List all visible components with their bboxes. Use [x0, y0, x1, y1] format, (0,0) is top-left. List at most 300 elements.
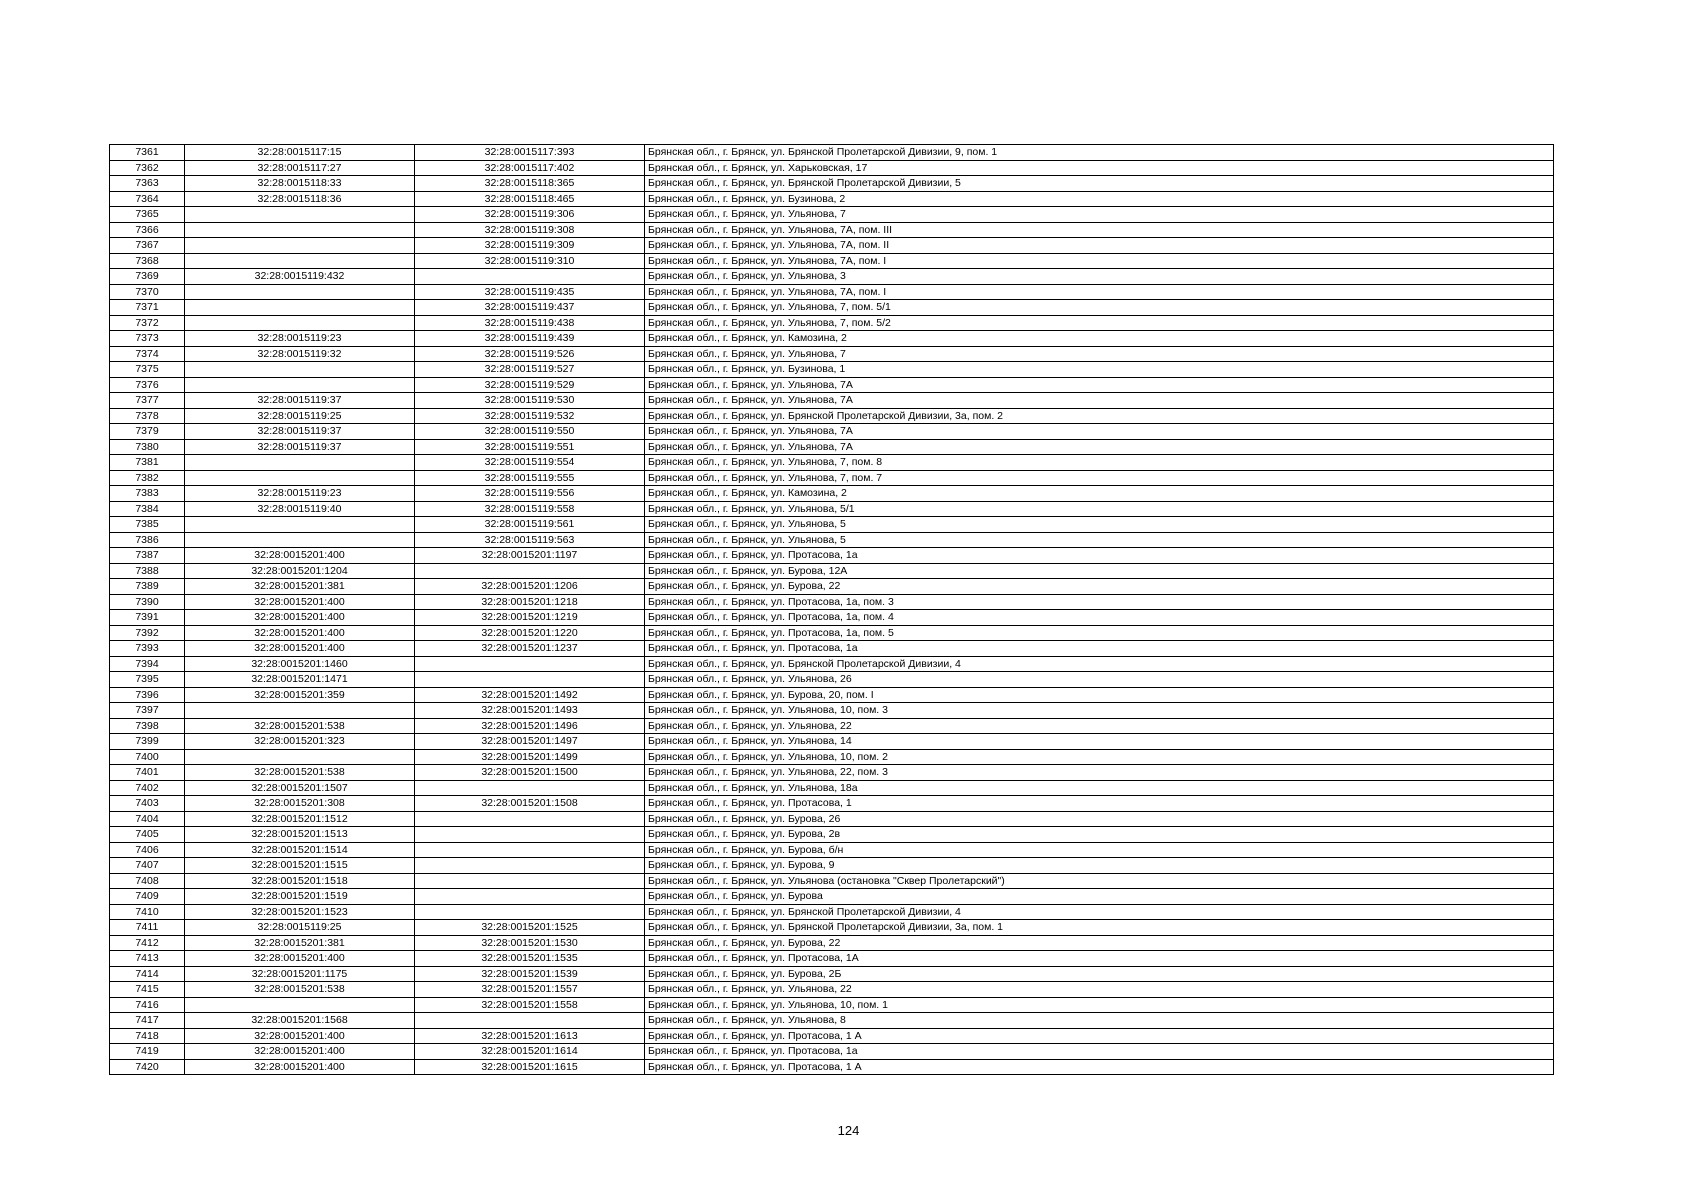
row-number-cell: 7402 — [110, 780, 185, 796]
land-cadastral-number-cell: 32:28:0015201:359 — [185, 687, 415, 703]
land-cadastral-number-cell — [185, 470, 415, 486]
table-row — [110, 610, 1554, 626]
object-cadastral-number-cell: 32:28:0015201:1218 — [415, 594, 645, 610]
land-cadastral-number-cell — [185, 455, 415, 471]
table-row — [110, 718, 1554, 734]
row-number-cell: 7386 — [110, 532, 185, 548]
address-cell: Брянская обл., г. Брянск, ул. Протасова, 1а, пом. 3 — [645, 594, 1554, 610]
page-number: 124 — [837, 1123, 860, 1138]
object-cadastral-number-cell: 32:28:0015201:1206 — [415, 579, 645, 595]
address-cell: Брянская обл., г. Брянск, ул. Ульянова, 14 — [645, 734, 1554, 750]
row-number-cell: 7417 — [110, 1013, 185, 1029]
table-row — [110, 1059, 1554, 1075]
address-cell: Брянская обл., г. Брянск, ул. Бурова, 20, пом. I — [645, 687, 1554, 703]
land-cadastral-number-cell: 32:28:0015117:15 — [185, 145, 415, 161]
row-number-cell: 7397 — [110, 703, 185, 719]
address-cell: Брянская обл., г. Брянск, ул. Ульянова, 10, пом. 2 — [645, 749, 1554, 765]
address-cell: Брянская обл., г. Брянск, ул. Бузинова, 1 — [645, 362, 1554, 378]
table-row — [110, 811, 1554, 827]
object-cadastral-number-cell: 32:28:0015119:550 — [415, 424, 645, 440]
object-cadastral-number-cell — [415, 811, 645, 827]
land-cadastral-number-cell — [185, 997, 415, 1013]
table-row — [110, 687, 1554, 703]
object-cadastral-number-cell — [415, 858, 645, 874]
address-cell: Брянская обл., г. Брянск, ул. Ульянова, 7А, пом. II — [645, 238, 1554, 254]
row-number-cell: 7408 — [110, 873, 185, 889]
land-cadastral-number-cell: 32:28:0015118:36 — [185, 191, 415, 207]
object-cadastral-number-cell: 32:28:0015119:551 — [415, 439, 645, 455]
address-cell: Брянская обл., г. Брянск, ул. Ульянова, 7, пом. 5/1 — [645, 300, 1554, 316]
row-number-cell: 7378 — [110, 408, 185, 424]
land-cadastral-number-cell — [185, 362, 415, 378]
table-row — [110, 842, 1554, 858]
object-cadastral-number-cell — [415, 873, 645, 889]
registry-table — [109, 144, 1554, 1075]
table-row — [110, 393, 1554, 409]
address-cell: Брянская обл., г. Брянск, ул. Брянской Пролетарской Дивизии, 3а, пом. 1 — [645, 920, 1554, 936]
object-cadastral-number-cell: 32:28:0015201:1499 — [415, 749, 645, 765]
object-cadastral-number-cell: 32:28:0015201:1220 — [415, 625, 645, 641]
object-cadastral-number-cell: 32:28:0015201:1614 — [415, 1044, 645, 1060]
row-number-cell: 7361 — [110, 145, 185, 161]
object-cadastral-number-cell: 32:28:0015201:1197 — [415, 548, 645, 564]
table-row — [110, 222, 1554, 238]
row-number-cell: 7395 — [110, 672, 185, 688]
table-row — [110, 982, 1554, 998]
object-cadastral-number-cell: 32:28:0015119:435 — [415, 284, 645, 300]
object-cadastral-number-cell — [415, 656, 645, 672]
table-row — [110, 315, 1554, 331]
object-cadastral-number-cell — [415, 563, 645, 579]
address-cell: Брянская обл., г. Брянск, ул. Протасова, 1а — [645, 641, 1554, 657]
row-number-cell: 7373 — [110, 331, 185, 347]
object-cadastral-number-cell: 32:28:0015119:558 — [415, 501, 645, 517]
address-cell: Брянская обл., г. Брянск, ул. Протасова, 1 А — [645, 1028, 1554, 1044]
address-cell: Брянская обл., г. Брянск, ул. Ульянова, 5/1 — [645, 501, 1554, 517]
table-row — [110, 672, 1554, 688]
land-cadastral-number-cell: 32:28:0015119:40 — [185, 501, 415, 517]
land-cadastral-number-cell: 32:28:0015201:400 — [185, 594, 415, 610]
object-cadastral-number-cell — [415, 672, 645, 688]
row-number-cell: 7376 — [110, 377, 185, 393]
object-cadastral-number-cell — [415, 1013, 645, 1029]
land-cadastral-number-cell: 32:28:0015201:538 — [185, 765, 415, 781]
table-row — [110, 765, 1554, 781]
address-cell: Брянская обл., г. Брянск, ул. Ульянова (остановка "Сквер Пролетарский") — [645, 873, 1554, 889]
address-cell: Брянская обл., г. Брянск, ул. Ульянова, 3 — [645, 269, 1554, 285]
object-cadastral-number-cell: 32:28:0015201:1497 — [415, 734, 645, 750]
address-cell: Брянская обл., г. Брянск, ул. Ульянова, 5 — [645, 532, 1554, 548]
table-row — [110, 439, 1554, 455]
table-row — [110, 191, 1554, 207]
row-number-cell: 7362 — [110, 160, 185, 176]
row-number-cell: 7389 — [110, 579, 185, 595]
row-number-cell: 7416 — [110, 997, 185, 1013]
land-cadastral-number-cell — [185, 315, 415, 331]
row-number-cell: 7409 — [110, 889, 185, 905]
object-cadastral-number-cell: 32:28:0015119:306 — [415, 207, 645, 223]
address-cell: Брянская обл., г. Брянск, ул. Ульянова, 26 — [645, 672, 1554, 688]
object-cadastral-number-cell — [415, 827, 645, 843]
table-row — [110, 284, 1554, 300]
land-cadastral-number-cell: 32:28:0015201:308 — [185, 796, 415, 812]
address-cell: Брянская обл., г. Брянск, ул. Брянской Пролетарской Дивизии, 3а, пом. 2 — [645, 408, 1554, 424]
object-cadastral-number-cell: 32:28:0015118:465 — [415, 191, 645, 207]
row-number-cell: 7419 — [110, 1044, 185, 1060]
table-row — [110, 470, 1554, 486]
table-row — [110, 904, 1554, 920]
address-cell: Брянская обл., г. Брянск, ул. Ульянова, 22 — [645, 982, 1554, 998]
table-row — [110, 532, 1554, 548]
row-number-cell: 7410 — [110, 904, 185, 920]
row-number-cell: 7398 — [110, 718, 185, 734]
table-row — [110, 486, 1554, 502]
land-cadastral-number-cell: 32:28:0015201:400 — [185, 1059, 415, 1075]
table-row — [110, 176, 1554, 192]
table-row — [110, 827, 1554, 843]
object-cadastral-number-cell: 32:28:0015117:393 — [415, 145, 645, 161]
address-cell: Брянская обл., г. Брянск, ул. Бурова, 2Б — [645, 966, 1554, 982]
table-row — [110, 935, 1554, 951]
row-number-cell: 7406 — [110, 842, 185, 858]
object-cadastral-number-cell: 32:28:0015119:526 — [415, 346, 645, 362]
row-number-cell: 7418 — [110, 1028, 185, 1044]
land-cadastral-number-cell: 32:28:0015201:1519 — [185, 889, 415, 905]
row-number-cell: 7396 — [110, 687, 185, 703]
object-cadastral-number-cell: 32:28:0015118:365 — [415, 176, 645, 192]
address-cell: Брянская обл., г. Брянск, ул. Ульянова, 7А — [645, 393, 1554, 409]
land-cadastral-number-cell: 32:28:0015201:538 — [185, 982, 415, 998]
table-row — [110, 594, 1554, 610]
land-cadastral-number-cell: 32:28:0015201:1175 — [185, 966, 415, 982]
land-cadastral-number-cell: 32:28:0015201:400 — [185, 641, 415, 657]
land-cadastral-number-cell: 32:28:0015119:25 — [185, 408, 415, 424]
land-cadastral-number-cell — [185, 300, 415, 316]
row-number-cell: 7414 — [110, 966, 185, 982]
object-cadastral-number-cell: 32:28:0015201:1613 — [415, 1028, 645, 1044]
address-cell: Брянская обл., г. Брянск, ул. Харьковская, 17 — [645, 160, 1554, 176]
land-cadastral-number-cell — [185, 517, 415, 533]
table-row — [110, 269, 1554, 285]
table-row — [110, 563, 1554, 579]
table-row — [110, 780, 1554, 796]
object-cadastral-number-cell: 32:28:0015119:532 — [415, 408, 645, 424]
land-cadastral-number-cell: 32:28:0015119:37 — [185, 439, 415, 455]
table-row — [110, 346, 1554, 362]
object-cadastral-number-cell: 32:28:0015119:437 — [415, 300, 645, 316]
object-cadastral-number-cell: 32:28:0015201:1530 — [415, 935, 645, 951]
address-cell: Брянская обл., г. Брянск, ул. Камозина, 2 — [645, 486, 1554, 502]
land-cadastral-number-cell: 32:28:0015201:400 — [185, 1044, 415, 1060]
table-row — [110, 548, 1554, 564]
row-number-cell: 7413 — [110, 951, 185, 967]
land-cadastral-number-cell: 32:28:0015118:33 — [185, 176, 415, 192]
object-cadastral-number-cell: 32:28:0015119:310 — [415, 253, 645, 269]
land-cadastral-number-cell: 32:28:0015201:400 — [185, 951, 415, 967]
table-row — [110, 501, 1554, 517]
row-number-cell: 7404 — [110, 811, 185, 827]
table-row — [110, 734, 1554, 750]
land-cadastral-number-cell — [185, 207, 415, 223]
object-cadastral-number-cell: 32:28:0015201:1219 — [415, 610, 645, 626]
object-cadastral-number-cell: 32:28:0015201:1496 — [415, 718, 645, 734]
table-row — [110, 362, 1554, 378]
row-number-cell: 7363 — [110, 176, 185, 192]
land-cadastral-number-cell — [185, 749, 415, 765]
land-cadastral-number-cell: 32:28:0015119:32 — [185, 346, 415, 362]
land-cadastral-number-cell — [185, 238, 415, 254]
address-cell: Брянская обл., г. Брянск, ул. Ульянова, 10, пом. 3 — [645, 703, 1554, 719]
object-cadastral-number-cell: 32:28:0015119:439 — [415, 331, 645, 347]
row-number-cell: 7364 — [110, 191, 185, 207]
table-row — [110, 749, 1554, 765]
address-cell: Брянская обл., г. Брянск, ул. Ульянова, 7А, пом. I — [645, 253, 1554, 269]
address-cell: Брянская обл., г. Брянск, ул. Брянской Пролетарской Дивизии, 4 — [645, 656, 1554, 672]
row-number-cell: 7420 — [110, 1059, 185, 1075]
address-cell: Брянская обл., г. Брянск, ул. Ульянова, 7А — [645, 424, 1554, 440]
row-number-cell: 7366 — [110, 222, 185, 238]
table-row — [110, 238, 1554, 254]
row-number-cell: 7394 — [110, 656, 185, 672]
table-row — [110, 408, 1554, 424]
row-number-cell: 7368 — [110, 253, 185, 269]
address-cell: Брянская обл., г. Брянск, ул. Бурова, 2в — [645, 827, 1554, 843]
land-cadastral-number-cell: 32:28:0015201:1514 — [185, 842, 415, 858]
table-row — [110, 160, 1554, 176]
row-number-cell: 7375 — [110, 362, 185, 378]
land-cadastral-number-cell: 32:28:0015201:323 — [185, 734, 415, 750]
table-row — [110, 455, 1554, 471]
address-cell: Брянская обл., г. Брянск, ул. Бузинова, 2 — [645, 191, 1554, 207]
address-cell: Брянская обл., г. Брянск, ул. Ульянова, 18а — [645, 780, 1554, 796]
address-cell: Брянская обл., г. Брянск, ул. Брянской Пролетарской Дивизии, 5 — [645, 176, 1554, 192]
address-cell: Брянская обл., г. Брянск, ул. Протасова, 1 А — [645, 1059, 1554, 1075]
address-cell: Брянская обл., г. Брянск, ул. Брянской Пролетарской Дивизии, 4 — [645, 904, 1554, 920]
row-number-cell: 7390 — [110, 594, 185, 610]
row-number-cell: 7391 — [110, 610, 185, 626]
object-cadastral-number-cell — [415, 842, 645, 858]
object-cadastral-number-cell: 32:28:0015119:529 — [415, 377, 645, 393]
land-cadastral-number-cell: 32:28:0015201:1518 — [185, 873, 415, 889]
row-number-cell: 7388 — [110, 563, 185, 579]
object-cadastral-number-cell: 32:28:0015201:1237 — [415, 641, 645, 657]
address-cell: Брянская обл., г. Брянск, ул. Бурова, 12А — [645, 563, 1554, 579]
object-cadastral-number-cell: 32:28:0015201:1558 — [415, 997, 645, 1013]
row-number-cell: 7393 — [110, 641, 185, 657]
land-cadastral-number-cell: 32:28:0015119:432 — [185, 269, 415, 285]
land-cadastral-number-cell: 32:28:0015119:23 — [185, 486, 415, 502]
row-number-cell: 7372 — [110, 315, 185, 331]
object-cadastral-number-cell: 32:28:0015201:1539 — [415, 966, 645, 982]
address-cell: Брянская обл., г. Брянск, ул. Протасова, 1 — [645, 796, 1554, 812]
address-cell: Брянская обл., г. Брянск, ул. Бурова, 9 — [645, 858, 1554, 874]
land-cadastral-number-cell: 32:28:0015119:25 — [185, 920, 415, 936]
table-row — [110, 703, 1554, 719]
row-number-cell: 7411 — [110, 920, 185, 936]
row-number-cell: 7379 — [110, 424, 185, 440]
land-cadastral-number-cell: 32:28:0015201:538 — [185, 718, 415, 734]
row-number-cell: 7401 — [110, 765, 185, 781]
table-row — [110, 951, 1554, 967]
object-cadastral-number-cell: 32:28:0015119:309 — [415, 238, 645, 254]
row-number-cell: 7374 — [110, 346, 185, 362]
table-row — [110, 331, 1554, 347]
object-cadastral-number-cell: 32:28:0015119:563 — [415, 532, 645, 548]
object-cadastral-number-cell — [415, 780, 645, 796]
address-cell: Брянская обл., г. Брянск, ул. Бурова, 22 — [645, 935, 1554, 951]
address-cell: Брянская обл., г. Брянск, ул. Ульянова, 22 — [645, 718, 1554, 734]
object-cadastral-number-cell: 32:28:0015117:402 — [415, 160, 645, 176]
land-cadastral-number-cell — [185, 532, 415, 548]
address-cell: Брянская обл., г. Брянск, ул. Ульянова, 7 — [645, 207, 1554, 223]
table-row — [110, 1044, 1554, 1060]
land-cadastral-number-cell — [185, 703, 415, 719]
row-number-cell: 7382 — [110, 470, 185, 486]
row-number-cell: 7371 — [110, 300, 185, 316]
address-cell: Брянская обл., г. Брянск, ул. Брянской Пролетарской Дивизии, 9, пом. 1 — [645, 145, 1554, 161]
land-cadastral-number-cell — [185, 253, 415, 269]
table-row — [110, 207, 1554, 223]
address-cell: Брянская обл., г. Брянск, ул. Бурова, 22 — [645, 579, 1554, 595]
row-number-cell: 7392 — [110, 625, 185, 641]
object-cadastral-number-cell: 32:28:0015201:1493 — [415, 703, 645, 719]
address-cell: Брянская обл., г. Брянск, ул. Ульянова, 8 — [645, 1013, 1554, 1029]
object-cadastral-number-cell: 32:28:0015119:555 — [415, 470, 645, 486]
row-number-cell: 7369 — [110, 269, 185, 285]
object-cadastral-number-cell — [415, 904, 645, 920]
object-cadastral-number-cell: 32:28:0015119:308 — [415, 222, 645, 238]
address-cell: Брянская обл., г. Брянск, ул. Ульянова, 7А, пом. I — [645, 284, 1554, 300]
address-cell: Брянская обл., г. Брянск, ул. Бурова, 26 — [645, 811, 1554, 827]
table-row — [110, 796, 1554, 812]
table-row — [110, 641, 1554, 657]
land-cadastral-number-cell: 32:28:0015119:23 — [185, 331, 415, 347]
row-number-cell: 7400 — [110, 749, 185, 765]
row-number-cell: 7384 — [110, 501, 185, 517]
land-cadastral-number-cell: 32:28:0015201:1513 — [185, 827, 415, 843]
row-number-cell: 7377 — [110, 393, 185, 409]
table-row — [110, 889, 1554, 905]
address-cell: Брянская обл., г. Брянск, ул. Ульянова, 7А — [645, 377, 1554, 393]
row-number-cell: 7380 — [110, 439, 185, 455]
table-row — [110, 997, 1554, 1013]
table-row — [110, 873, 1554, 889]
address-cell: Брянская обл., г. Брянск, ул. Ульянова, 7, пом. 5/2 — [645, 315, 1554, 331]
address-cell: Брянская обл., г. Брянск, ул. Протасова, 1А — [645, 951, 1554, 967]
address-cell: Брянская обл., г. Брянск, ул. Камозина, 2 — [645, 331, 1554, 347]
object-cadastral-number-cell: 32:28:0015201:1500 — [415, 765, 645, 781]
land-cadastral-number-cell: 32:28:0015201:400 — [185, 548, 415, 564]
address-cell: Брянская обл., г. Брянск, ул. Бурова, б/н — [645, 842, 1554, 858]
table-row — [110, 625, 1554, 641]
land-cadastral-number-cell: 32:28:0015201:381 — [185, 579, 415, 595]
address-cell: Брянская обл., г. Брянск, ул. Ульянова, 10, пом. 1 — [645, 997, 1554, 1013]
address-cell: Брянская обл., г. Брянск, ул. Ульянова, 7 — [645, 346, 1554, 362]
table-row — [110, 377, 1554, 393]
address-cell: Брянская обл., г. Брянск, ул. Протасова, 1а — [645, 548, 1554, 564]
address-cell: Брянская обл., г. Брянск, ул. Ульянова, 7А — [645, 439, 1554, 455]
table-row — [110, 1028, 1554, 1044]
table-row — [110, 145, 1554, 161]
table-row — [110, 579, 1554, 595]
address-cell: Брянская обл., г. Брянск, ул. Протасова, 1а, пом. 5 — [645, 625, 1554, 641]
object-cadastral-number-cell: 32:28:0015119:530 — [415, 393, 645, 409]
address-cell: Брянская обл., г. Брянск, ул. Ульянова, 22, пом. 3 — [645, 765, 1554, 781]
row-number-cell: 7407 — [110, 858, 185, 874]
land-cadastral-number-cell: 32:28:0015201:1568 — [185, 1013, 415, 1029]
land-cadastral-number-cell: 32:28:0015119:37 — [185, 424, 415, 440]
row-number-cell: 7365 — [110, 207, 185, 223]
object-cadastral-number-cell — [415, 889, 645, 905]
row-number-cell: 7403 — [110, 796, 185, 812]
land-cadastral-number-cell: 32:28:0015201:400 — [185, 625, 415, 641]
land-cadastral-number-cell: 32:28:0015201:381 — [185, 935, 415, 951]
land-cadastral-number-cell: 32:28:0015201:1204 — [185, 563, 415, 579]
table-row — [110, 517, 1554, 533]
land-cadastral-number-cell: 32:28:0015201:400 — [185, 1028, 415, 1044]
row-number-cell: 7383 — [110, 486, 185, 502]
address-cell: Брянская обл., г. Брянск, ул. Ульянова, 7А, пом. III — [645, 222, 1554, 238]
land-cadastral-number-cell: 32:28:0015201:1515 — [185, 858, 415, 874]
row-number-cell: 7387 — [110, 548, 185, 564]
table-row — [110, 424, 1554, 440]
row-number-cell: 7385 — [110, 517, 185, 533]
table-row — [110, 300, 1554, 316]
row-number-cell: 7405 — [110, 827, 185, 843]
object-cadastral-number-cell: 32:28:0015201:1508 — [415, 796, 645, 812]
land-cadastral-number-cell: 32:28:0015201:1512 — [185, 811, 415, 827]
address-cell: Брянская обл., г. Брянск, ул. Протасова, 1а — [645, 1044, 1554, 1060]
land-cadastral-number-cell — [185, 284, 415, 300]
registry-table-body — [110, 145, 1554, 1075]
table-row — [110, 656, 1554, 672]
table-row — [110, 253, 1554, 269]
object-cadastral-number-cell: 32:28:0015119:556 — [415, 486, 645, 502]
row-number-cell: 7399 — [110, 734, 185, 750]
land-cadastral-number-cell: 32:28:0015201:1460 — [185, 656, 415, 672]
object-cadastral-number-cell: 32:28:0015119:438 — [415, 315, 645, 331]
object-cadastral-number-cell: 32:28:0015201:1525 — [415, 920, 645, 936]
row-number-cell: 7381 — [110, 455, 185, 471]
object-cadastral-number-cell: 32:28:0015201:1615 — [415, 1059, 645, 1075]
address-cell: Брянская обл., г. Брянск, ул. Ульянова, 5 — [645, 517, 1554, 533]
land-cadastral-number-cell: 32:28:0015117:27 — [185, 160, 415, 176]
address-cell: Брянская обл., г. Брянск, ул. Протасова, 1а, пом. 4 — [645, 610, 1554, 626]
land-cadastral-number-cell — [185, 222, 415, 238]
address-cell: Брянская обл., г. Брянск, ул. Ульянова, 7, пом. 7 — [645, 470, 1554, 486]
table-row — [110, 1013, 1554, 1029]
row-number-cell: 7370 — [110, 284, 185, 300]
address-cell: Брянская обл., г. Брянск, ул. Ульянова, 7, пом. 8 — [645, 455, 1554, 471]
land-cadastral-number-cell: 32:28:0015119:37 — [185, 393, 415, 409]
land-cadastral-number-cell: 32:28:0015201:1507 — [185, 780, 415, 796]
object-cadastral-number-cell: 32:28:0015119:561 — [415, 517, 645, 533]
land-cadastral-number-cell: 32:28:0015201:1471 — [185, 672, 415, 688]
object-cadastral-number-cell: 32:28:0015201:1557 — [415, 982, 645, 998]
table-row — [110, 920, 1554, 936]
row-number-cell: 7412 — [110, 935, 185, 951]
table-row — [110, 966, 1554, 982]
land-cadastral-number-cell — [185, 377, 415, 393]
row-number-cell: 7415 — [110, 982, 185, 998]
land-cadastral-number-cell: 32:28:0015201:1523 — [185, 904, 415, 920]
object-cadastral-number-cell: 32:28:0015201:1535 — [415, 951, 645, 967]
address-cell: Брянская обл., г. Брянск, ул. Бурова — [645, 889, 1554, 905]
row-number-cell: 7367 — [110, 238, 185, 254]
object-cadastral-number-cell: 32:28:0015119:554 — [415, 455, 645, 471]
object-cadastral-number-cell: 32:28:0015119:527 — [415, 362, 645, 378]
land-cadastral-number-cell: 32:28:0015201:400 — [185, 610, 415, 626]
